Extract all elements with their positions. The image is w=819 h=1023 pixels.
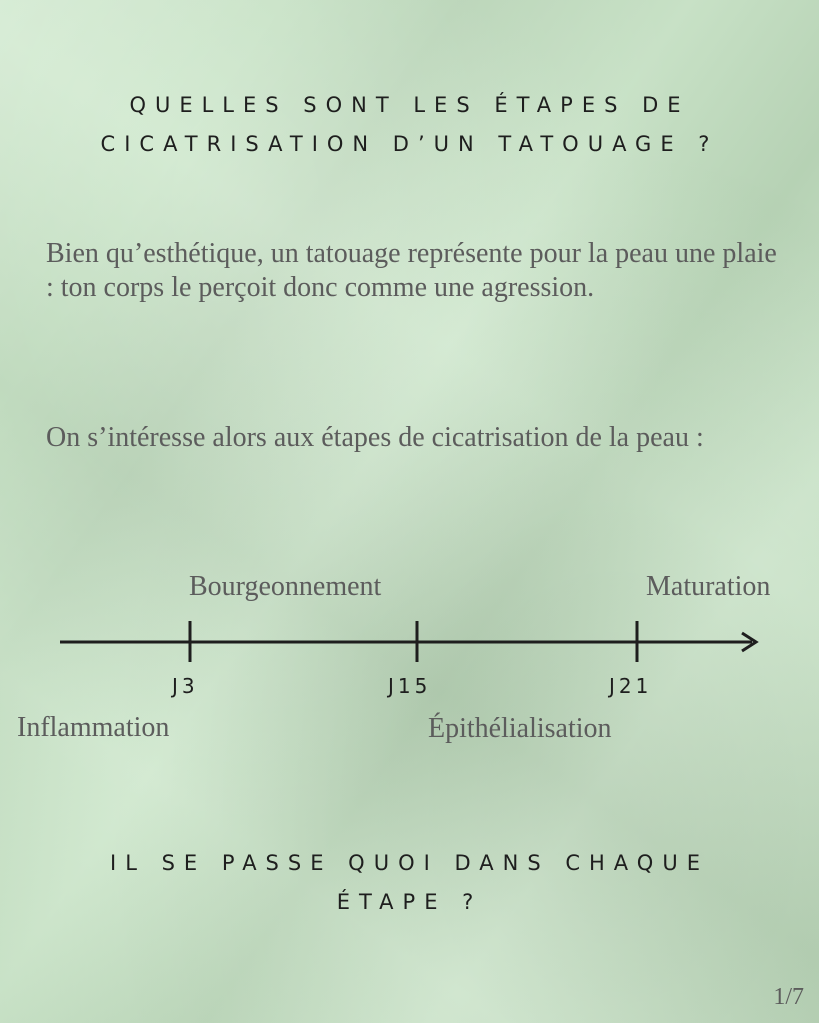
steps-intro-paragraph: On s’intéresse alors aux étapes de cicatrisation de la peau : bbox=[46, 422, 704, 453]
phase-label-epithelialisation: Épithélialisation bbox=[428, 713, 612, 744]
question-line-2: ÉTAPE ? bbox=[336, 890, 483, 914]
marker-label-j21: J21 bbox=[609, 674, 653, 698]
intro-paragraph: Bien qu’esthétique, un tatouage représente pour la peau une plaie : ton corps le perçoit donc comme une agression. bbox=[46, 238, 777, 303]
page-number: 1/7 bbox=[773, 984, 804, 1010]
marker-label-j3: J3 bbox=[172, 674, 199, 698]
phase-label-bourgeonnement: Bourgeonnement bbox=[189, 571, 382, 602]
marker-label-j15: J15 bbox=[388, 674, 432, 698]
timeline-axis bbox=[0, 600, 819, 680]
phase-label-maturation: Maturation bbox=[646, 571, 771, 602]
question-line-1: IL SE PASSE QUOI DANS CHAQUE bbox=[110, 851, 709, 875]
phase-label-inflammation: Inflammation bbox=[17, 712, 170, 743]
page-title bbox=[0, 86, 819, 164]
section-question bbox=[0, 844, 819, 922]
title-line-2: CICATRISATION D’UN TATOUAGE ? bbox=[100, 132, 719, 156]
title-line-1: QUELLES SONT LES ÉTAPES DE bbox=[129, 93, 690, 117]
